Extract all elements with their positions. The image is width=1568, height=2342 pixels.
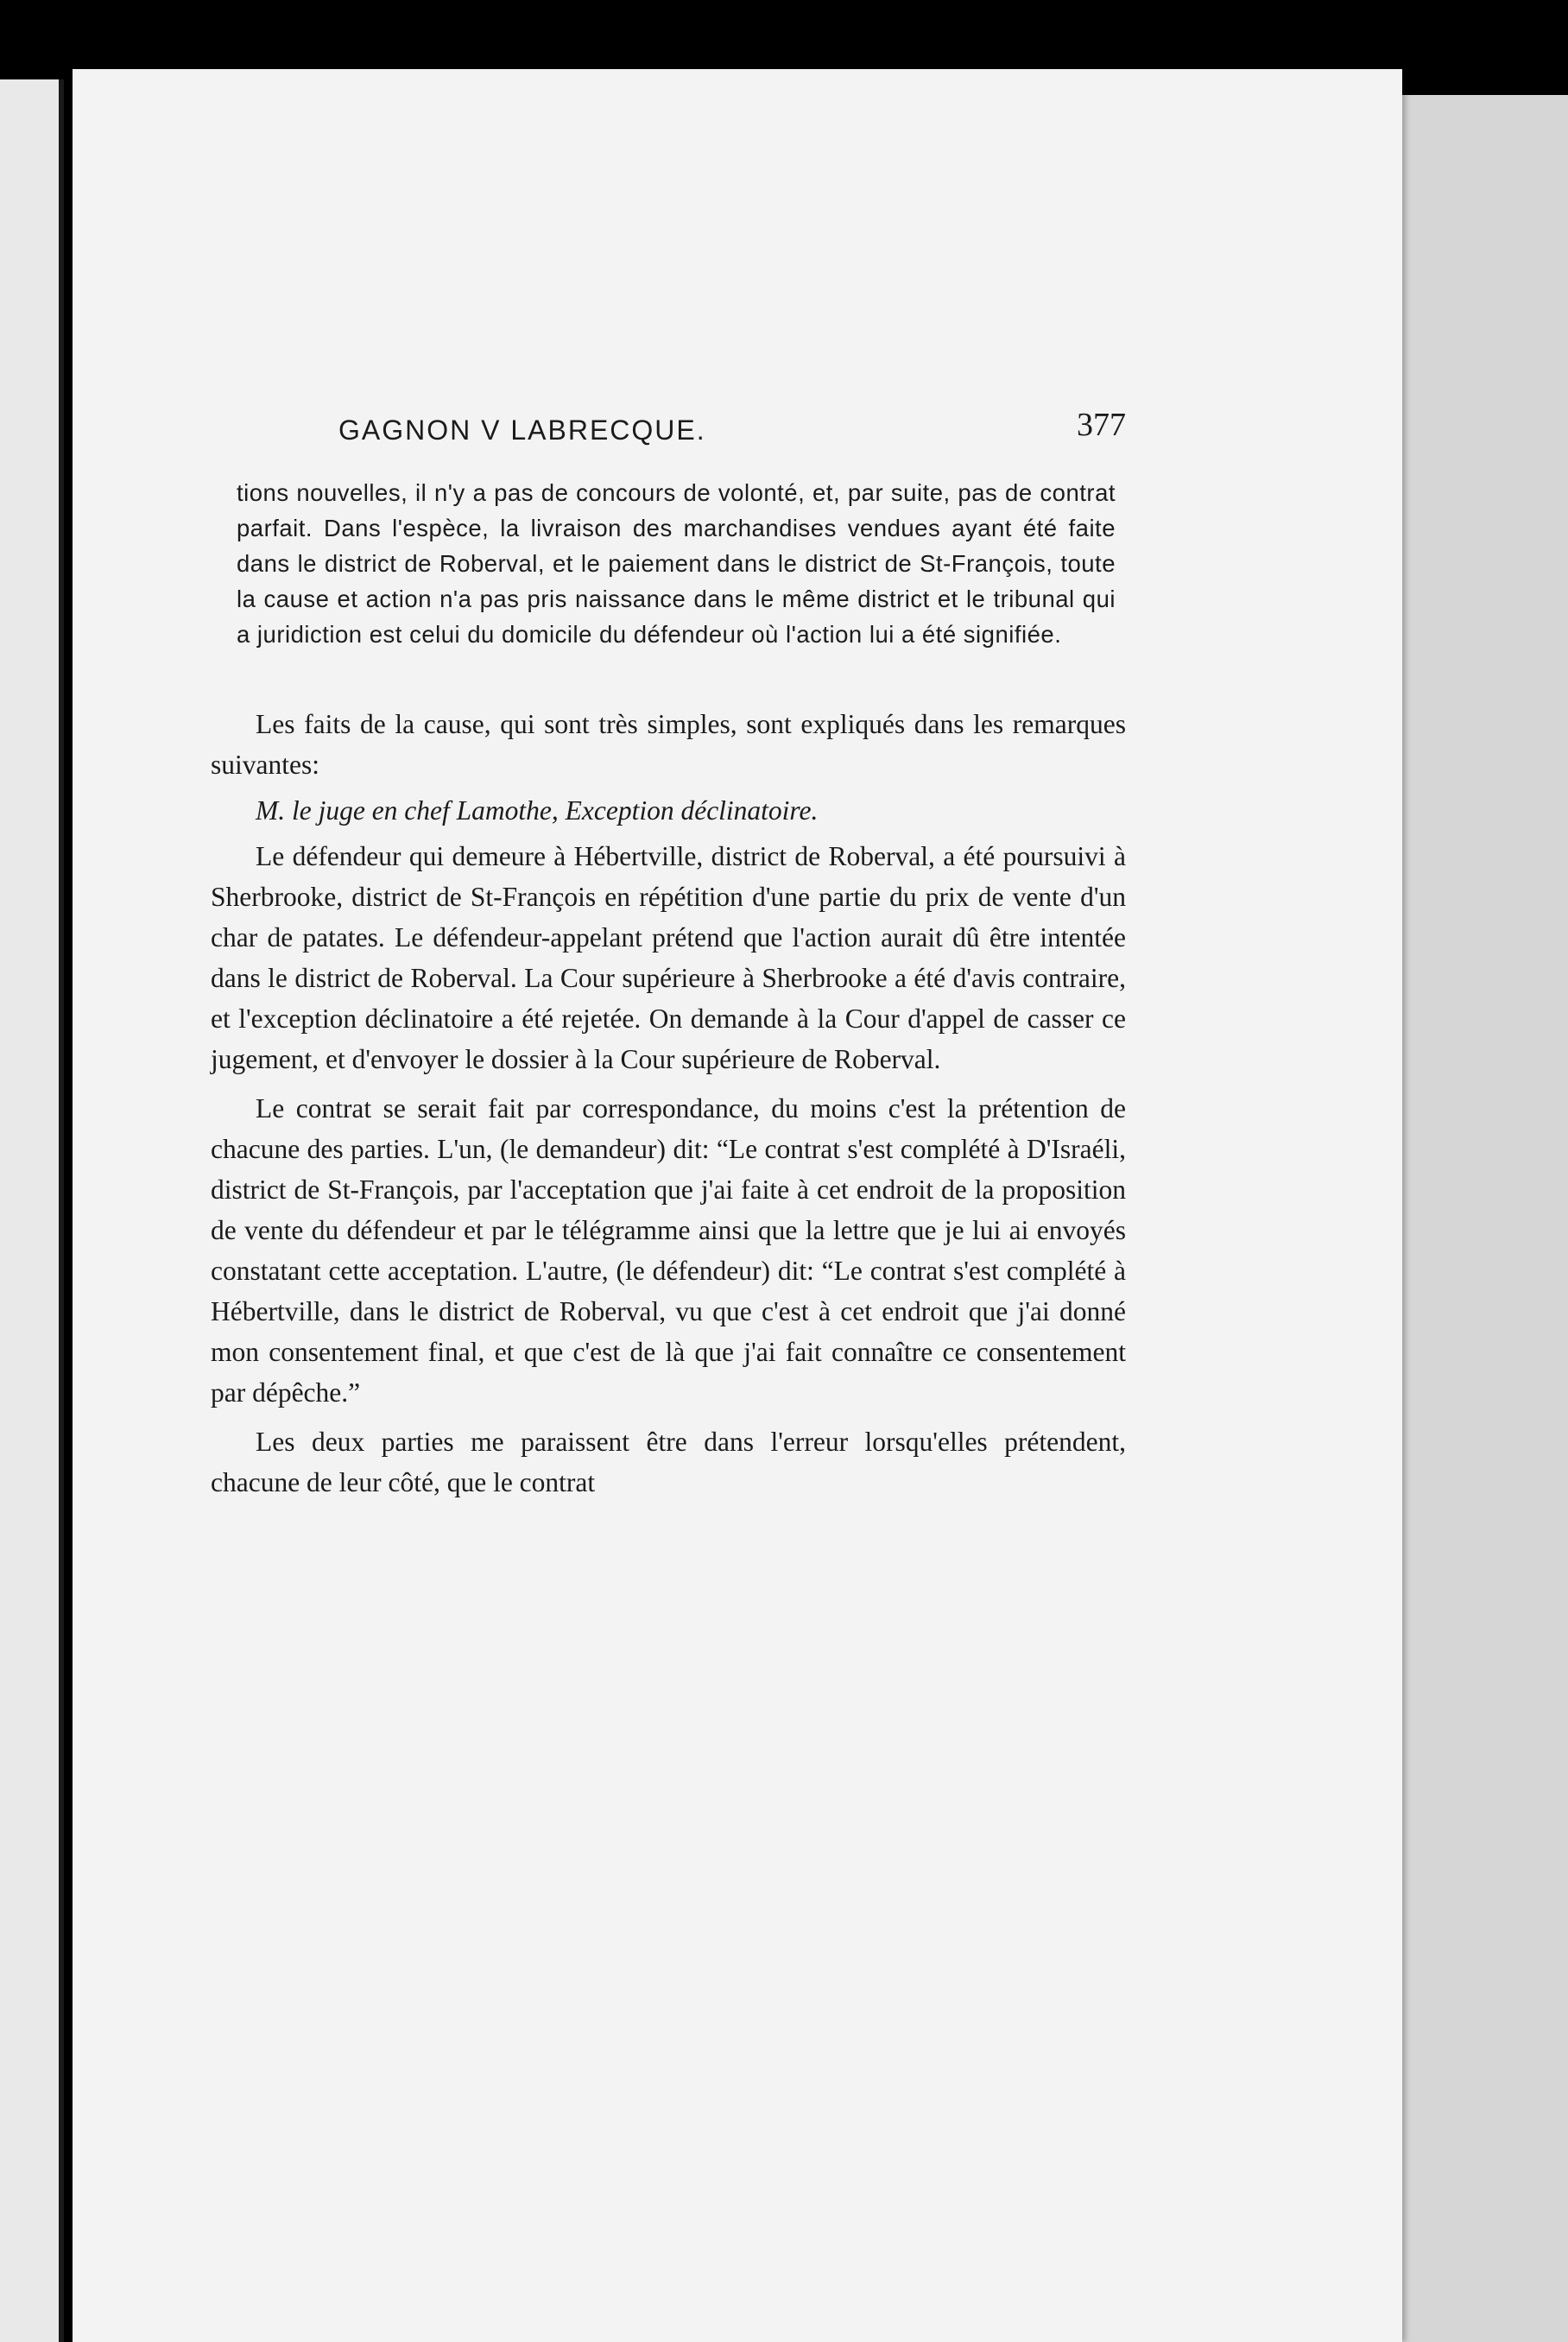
adjacent-page-edge [0, 79, 64, 2342]
paragraph-contract: Le contrat se serait fait par correspondance, du moins c'est la prétention de chacune des parties. L'un, (le demandeur) dit: “Le contrat s'est complété à D'Israéli, district de St-François, par l'acceptation que j'ai faite à cet endroit de la proposition de vente du défendeur et par le télégramme ainsi que la lettre que je lui ai envoyés constatant cette acceptation. L'autre, (le défendeur) dit: “Le contrat s'est complété à Hébertville, dans le district de Roberval, vu que c'est à cet endroit que j'ai donné mon consentement final, et que c'est de là que j'ai fait connaître ce consentement par dépêche.” [211, 1093, 1126, 1408]
headnote-summary: tions nouvelles, il n'y a pas de concours de volonté, et, par suite, pas de contrat parfait. Dans l'espèce, la livraison des marchandises vendues ayant été faite dans le district de Roberval, et le paiement dans le district de St-François, toute la cause et action n'a pas pris naissance dans le même district et le tribunal qui a juridiction est celui du domicile du défendeur où l'action lui a été signifiée. [237, 479, 1116, 648]
judge-heading: M. le juge en chef Lamothe, Exception déclinatoire. [256, 795, 819, 826]
running-header [211, 406, 1126, 466]
page-content [211, 406, 1126, 1503]
running-title: GAGNON V LABRECQUE. [338, 415, 706, 446]
page-number: 377 [1077, 407, 1126, 443]
paragraph-facts: Le défendeur qui demeure à Hébertville, district de Roberval, a été poursuivi à Sherbrooke, district de St-François en répétition d'une partie du prix de vente d'un char de patates. Le défendeur-appelant prétend que l'action aurait dû être intentée dans le district de Roberval. La Cour supérieure à Sherbrooke a été d'avis contraire, et l'exception déclinatoire a été rejetée. On demande à la Cour d'appel de casser ce jugement, et d'envoyer le dossier à la Cour supérieure de Roberval. [211, 841, 1126, 1074]
body-text [211, 704, 1126, 1503]
paragraph-intro: Les faits de la cause, qui sont très simples, sont expliqués dans les remarques suivantes: [211, 709, 1126, 780]
book-page [73, 69, 1402, 2342]
paragraph-gap [211, 1413, 1126, 1421]
paragraph-gap [211, 1079, 1126, 1088]
paragraph-error: Les deux parties me paraissent être dans l'erreur lorsqu'elles prétendent, chacune de leur côté, que le contrat [211, 1427, 1126, 1497]
